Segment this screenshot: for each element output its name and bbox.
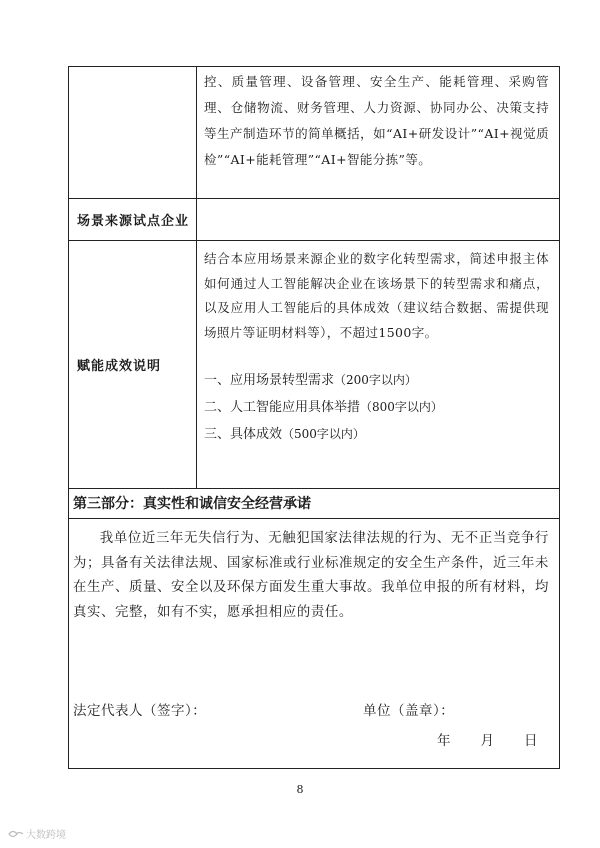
item-transformation-need [204, 367, 549, 394]
empowerment-content [197, 241, 559, 488]
signature-date[interactable]: 年 月 日 [437, 733, 539, 749]
empty-label-cell [69, 67, 197, 198]
pilot-enterprise-label: 场景来源试点企业 [69, 199, 197, 240]
legal-representative-signature[interactable]: 法定代表人（签字）： [73, 703, 207, 719]
item-title: 三、具体成效 [204, 427, 283, 442]
pledge-text: 我单位近三年无失信行为、无触犯国家法律法规的行为、无不正当竞争行为；具备有关法律法规、国家标准或行业标准规定的安全生产条件，近三年未在生产、质量、安全以及环保方面发生重大事故。我单位申报的所有材料，均真实、完整，如有不实，愿承担相应的责任。 [73, 531, 549, 620]
pilot-enterprise-row [69, 199, 559, 241]
empowerment-row [69, 241, 559, 489]
empowerment-label: 赋能成效说明 [69, 241, 197, 488]
section3-title: 第三部分：真实性和诚信安全经营承诺 [69, 489, 559, 519]
application-form-table [68, 66, 560, 769]
page-number: 8 [296, 783, 304, 796]
scenario-continuation-text: 控、质量管理、设备管理、安全生产、能耗管理、采购管理、仓储物流、财务管理、人力资源、协同办公、决策支持等生产制造环节的简单概括，如“AI+研发设计”“AI+视觉质检”“AI+能耗管理”“AI+智能分拣”等。 [204, 74, 549, 167]
item-ai-measures [204, 394, 549, 421]
pilot-enterprise-value[interactable] [197, 199, 559, 240]
empowerment-description: 结合本应用场景来源企业的数字化转型需求，简述申报主体如何通过人工智能解决企业在该场景下的转型需求和痛点，以及应用人工智能后的具体成效（建议结合数据、需提供现场照片等证明材料等），不超过1500字。 [204, 251, 549, 340]
unit-seal[interactable]: 单位（盖章）： [363, 703, 455, 719]
watermark-text: 大数跨境 [26, 830, 66, 841]
item-title: 一、应用场景转型需求 [204, 373, 335, 388]
item-results [204, 421, 549, 448]
scenario-description-cell [197, 67, 559, 198]
scenario-description-row [69, 67, 559, 199]
item-note: （500字以内） [282, 427, 365, 441]
watermark-logo-icon [8, 828, 24, 840]
watermark [8, 826, 66, 841]
item-title: 二、人工智能应用具体举措 [204, 400, 361, 415]
item-note: （200字以内） [334, 373, 417, 387]
item-note: （800字以内） [360, 400, 443, 414]
integrity-pledge [69, 527, 559, 625]
